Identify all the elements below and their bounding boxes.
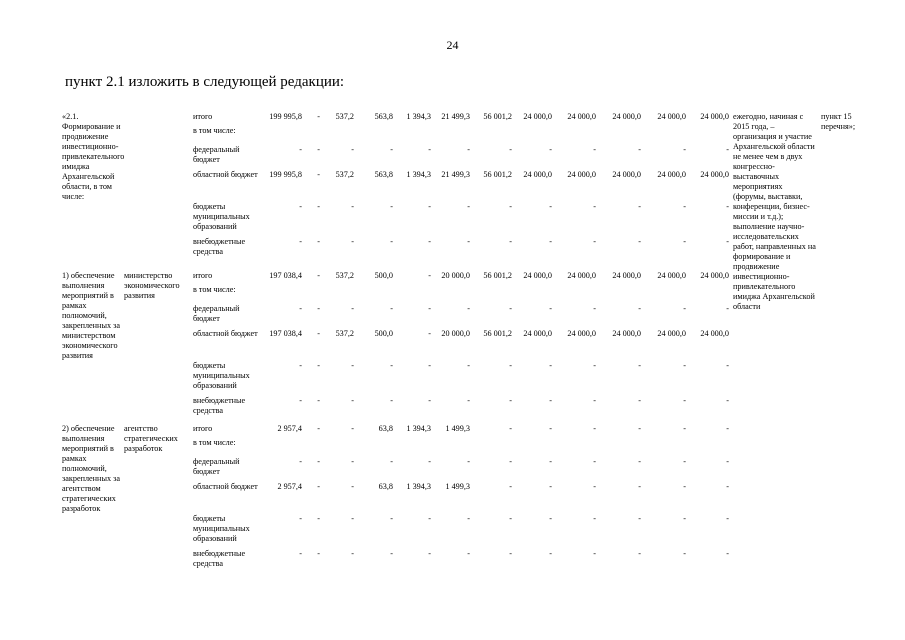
funding-source-label: бюджеты муниципальных образований (193, 202, 250, 231)
funding-source-label: внебюджетные средства (193, 549, 246, 568)
amount-cell: 563,8 (374, 112, 393, 121)
amount-cell: - (509, 482, 512, 491)
funding-source-label: итого (193, 271, 213, 280)
amount-cell: - (351, 304, 354, 313)
amount-cell: 500,0 (374, 271, 393, 280)
amount-cell: - (467, 514, 470, 523)
amount-cell: - (467, 549, 470, 558)
amount-cell: - (726, 514, 729, 523)
amount-cell: 537,2 (335, 112, 354, 121)
program-item-name: «2.1. Формирование и продвижение инвестиционно-привлекательного имиджа Архангельской области, в том числе: (62, 112, 125, 201)
amount-cell: - (351, 482, 354, 491)
amount-cell: - (390, 396, 393, 405)
amount-cell: - (428, 145, 431, 154)
amount-cell: - (683, 482, 686, 491)
amount-cell: 63,8 (378, 482, 393, 491)
amount-cell: - (638, 304, 641, 313)
amount-cell: 24 000,0 (700, 170, 729, 179)
amount-cell: 24 000,0 (612, 329, 641, 338)
amount-cell: - (467, 361, 470, 370)
amount-cell: - (317, 361, 320, 370)
amount-cell: - (317, 237, 320, 246)
amount-cell: - (726, 361, 729, 370)
amount-cell: - (317, 396, 320, 405)
amount-cell: - (638, 424, 641, 433)
funding-source-label: в том числе: (193, 285, 236, 294)
amount-cell: - (317, 514, 320, 523)
amount-cell: - (593, 457, 596, 466)
amount-cell: - (549, 482, 552, 491)
amount-cell: 21 499,3 (441, 112, 470, 121)
amount-cell: - (317, 424, 320, 433)
amount-cell: 24 000,0 (567, 170, 596, 179)
amount-cell: - (317, 482, 320, 491)
amount-cell: - (549, 361, 552, 370)
amount-cell: - (593, 145, 596, 154)
amount-cell: - (726, 145, 729, 154)
amount-cell: - (428, 202, 431, 211)
amount-cell: - (428, 329, 431, 338)
amount-cell: - (317, 145, 320, 154)
amount-cell: - (351, 396, 354, 405)
amount-cell: - (509, 549, 512, 558)
amount-cell: - (509, 514, 512, 523)
amount-cell: - (549, 396, 552, 405)
funding-source-label: областной бюджет (193, 482, 258, 491)
amount-cell: - (351, 361, 354, 370)
amount-cell: - (683, 202, 686, 211)
funding-source-label: федеральный бюджет (193, 457, 240, 476)
amount-cell: - (726, 457, 729, 466)
funding-source-label: внебюджетные средства (193, 237, 246, 256)
expected-result-text: ежегодно, начиная с 2015 года, – организация и участие Архангельской области не менее чем в двух конгрессно-выставочных мероприятиях (форумы, выставки, конференции, бизнес-миссии и т.д.); выполнение научно-исследовательских работ, направленных на формирование и продвижение инвестиционно-привлекательного имиджа Архангельской области (733, 112, 816, 311)
amount-cell: - (467, 202, 470, 211)
amount-cell: - (299, 145, 302, 154)
amount-cell: - (509, 457, 512, 466)
amount-cell: - (726, 304, 729, 313)
amount-cell: - (638, 202, 641, 211)
amount-cell: 20 000,0 (441, 329, 470, 338)
amount-cell: - (467, 457, 470, 466)
amount-cell: - (726, 202, 729, 211)
amount-cell: - (351, 202, 354, 211)
amount-cell: - (638, 145, 641, 154)
amount-cell: - (638, 549, 641, 558)
amount-cell: - (683, 457, 686, 466)
amount-cell: - (509, 304, 512, 313)
amount-cell: - (593, 424, 596, 433)
amount-cell: - (299, 514, 302, 523)
amount-cell: 1 394,3 (406, 112, 431, 121)
amount-cell: - (683, 424, 686, 433)
amount-cell: 24 000,0 (523, 271, 552, 280)
link-to-list-text: пункт 15 перечня»; (821, 112, 856, 131)
amount-cell: 24 000,0 (657, 170, 686, 179)
amount-cell: - (683, 396, 686, 405)
amount-cell: 1 394,3 (406, 482, 431, 491)
amount-cell: - (549, 514, 552, 523)
amount-cell: - (390, 237, 393, 246)
amount-cell: 24 000,0 (523, 112, 552, 121)
amount-cell: - (351, 514, 354, 523)
amount-cell: - (428, 361, 431, 370)
amount-cell: - (593, 514, 596, 523)
amount-cell: - (299, 549, 302, 558)
amount-cell: - (299, 237, 302, 246)
amount-cell: - (299, 202, 302, 211)
amount-cell: - (726, 237, 729, 246)
executor-name: министерство экономического развития (124, 271, 180, 300)
amount-cell: - (428, 271, 431, 280)
amount-cell: - (593, 304, 596, 313)
amount-cell: - (390, 145, 393, 154)
amount-cell: 56 001,2 (483, 271, 512, 280)
amount-cell: 24 000,0 (523, 170, 552, 179)
amount-cell: - (317, 271, 320, 280)
amount-cell: - (683, 304, 686, 313)
funding-source-label: итого (193, 112, 213, 121)
amount-cell: 24 000,0 (657, 112, 686, 121)
amount-cell: - (593, 482, 596, 491)
funding-source-label: внебюджетные средства (193, 396, 246, 415)
amount-cell: - (317, 457, 320, 466)
amount-cell: - (638, 361, 641, 370)
amount-cell: 197 038,4 (269, 329, 302, 338)
amount-cell: 24 000,0 (612, 112, 641, 121)
amount-cell: 24 000,0 (523, 329, 552, 338)
amount-cell: - (351, 549, 354, 558)
amount-cell: - (549, 145, 552, 154)
amount-cell: 24 000,0 (612, 170, 641, 179)
amount-cell: - (467, 396, 470, 405)
amount-cell: 24 000,0 (567, 329, 596, 338)
amount-cell: - (638, 237, 641, 246)
amount-cell: - (351, 424, 354, 433)
amount-cell: - (299, 361, 302, 370)
amount-cell: - (683, 145, 686, 154)
amount-cell: 24 000,0 (700, 271, 729, 280)
amount-cell: - (638, 396, 641, 405)
amount-cell: 24 000,0 (567, 271, 596, 280)
amount-cell: - (317, 549, 320, 558)
amount-cell: - (428, 304, 431, 313)
amount-cell: - (509, 145, 512, 154)
amount-cell: - (428, 549, 431, 558)
amount-cell: - (593, 396, 596, 405)
funding-source-label: бюджеты муниципальных образований (193, 514, 250, 543)
amount-cell: 2 957,4 (277, 482, 302, 491)
amount-cell: - (428, 237, 431, 246)
funding-source-label: областной бюджет (193, 329, 258, 338)
amount-cell: - (549, 304, 552, 313)
amount-cell: - (726, 396, 729, 405)
amount-cell: - (509, 237, 512, 246)
amount-cell: 24 000,0 (657, 329, 686, 338)
amount-cell: - (390, 549, 393, 558)
amount-cell: - (509, 361, 512, 370)
amount-cell: 56 001,2 (483, 170, 512, 179)
amount-cell: - (390, 361, 393, 370)
section-heading: пункт 2.1 изложить в следующей редакции: (65, 74, 345, 90)
amount-cell: 63,8 (378, 424, 393, 433)
program-item-name: 2) обеспечение выполнения мероприятий в рамках полномочий, закрепленных за агентством стратегических разработок (62, 424, 120, 513)
amount-cell: - (428, 396, 431, 405)
amount-cell: 199 995,8 (269, 112, 302, 121)
amount-cell: - (683, 361, 686, 370)
amount-cell: - (299, 396, 302, 405)
amount-cell: - (317, 304, 320, 313)
amount-cell: - (638, 457, 641, 466)
amount-cell: - (593, 237, 596, 246)
amount-cell: - (467, 237, 470, 246)
amount-cell: - (317, 329, 320, 338)
funding-source-label: в том числе: (193, 438, 236, 447)
amount-cell: - (299, 457, 302, 466)
amount-cell: - (351, 145, 354, 154)
amount-cell: - (509, 424, 512, 433)
amount-cell: - (390, 457, 393, 466)
amount-cell: - (428, 457, 431, 466)
executor-name: агентство стратегических разработок (124, 424, 178, 453)
amount-cell: 537,2 (335, 271, 354, 280)
amount-cell: - (467, 145, 470, 154)
amount-cell: 199 995,8 (269, 170, 302, 179)
amount-cell: - (549, 424, 552, 433)
amount-cell: 2 957,4 (277, 424, 302, 433)
amount-cell: 20 000,0 (441, 271, 470, 280)
amount-cell: 56 001,2 (483, 329, 512, 338)
amount-cell: - (593, 202, 596, 211)
amount-cell: - (509, 202, 512, 211)
amount-cell: - (683, 237, 686, 246)
amount-cell: 500,0 (374, 329, 393, 338)
amount-cell: - (428, 514, 431, 523)
amount-cell: 21 499,3 (441, 170, 470, 179)
funding-source-label: областной бюджет (193, 170, 258, 179)
funding-source-label: в том числе: (193, 126, 236, 135)
amount-cell: 24 000,0 (567, 112, 596, 121)
funding-source-label: итого (193, 424, 213, 433)
amount-cell: - (549, 549, 552, 558)
amount-cell: - (509, 396, 512, 405)
amount-cell: - (549, 202, 552, 211)
amount-cell: 1 499,3 (445, 424, 470, 433)
page-number: 24 (446, 38, 459, 52)
amount-cell: - (390, 202, 393, 211)
amount-cell: 1 394,3 (406, 424, 431, 433)
amount-cell: - (683, 514, 686, 523)
amount-cell: 537,2 (335, 170, 354, 179)
amount-cell: 1 394,3 (406, 170, 431, 179)
amount-cell: - (351, 237, 354, 246)
amount-cell: 24 000,0 (612, 271, 641, 280)
amount-cell: - (593, 361, 596, 370)
funding-source-label: федеральный бюджет (193, 304, 240, 323)
amount-cell: - (638, 482, 641, 491)
amount-cell: - (726, 549, 729, 558)
amount-cell: - (593, 549, 596, 558)
amount-cell: - (549, 237, 552, 246)
amount-cell: 56 001,2 (483, 112, 512, 121)
program-item-name: 1) обеспечение выполнения мероприятий в рамках полномочий, закрепленных за министерством экономического развития (62, 271, 120, 360)
amount-cell: - (683, 549, 686, 558)
amount-cell: 537,2 (335, 329, 354, 338)
amount-cell: - (638, 514, 641, 523)
amount-cell: - (390, 514, 393, 523)
amount-cell: - (726, 482, 729, 491)
amount-cell: - (317, 202, 320, 211)
amount-cell: - (390, 304, 393, 313)
amount-cell: 1 499,3 (445, 482, 470, 491)
amount-cell: 24 000,0 (700, 329, 729, 338)
amount-cell: 24 000,0 (657, 271, 686, 280)
amount-cell: - (549, 457, 552, 466)
amount-cell: 24 000,0 (700, 112, 729, 121)
amount-cell: - (317, 170, 320, 179)
amount-cell: - (726, 424, 729, 433)
amount-cell: - (317, 112, 320, 121)
amount-cell: 563,8 (374, 170, 393, 179)
funding-source-label: бюджеты муниципальных образований (193, 361, 250, 390)
amount-cell: - (467, 304, 470, 313)
amount-cell: - (351, 457, 354, 466)
amount-cell: - (299, 304, 302, 313)
funding-source-label: федеральный бюджет (193, 145, 240, 164)
amount-cell: 197 038,4 (269, 271, 302, 280)
